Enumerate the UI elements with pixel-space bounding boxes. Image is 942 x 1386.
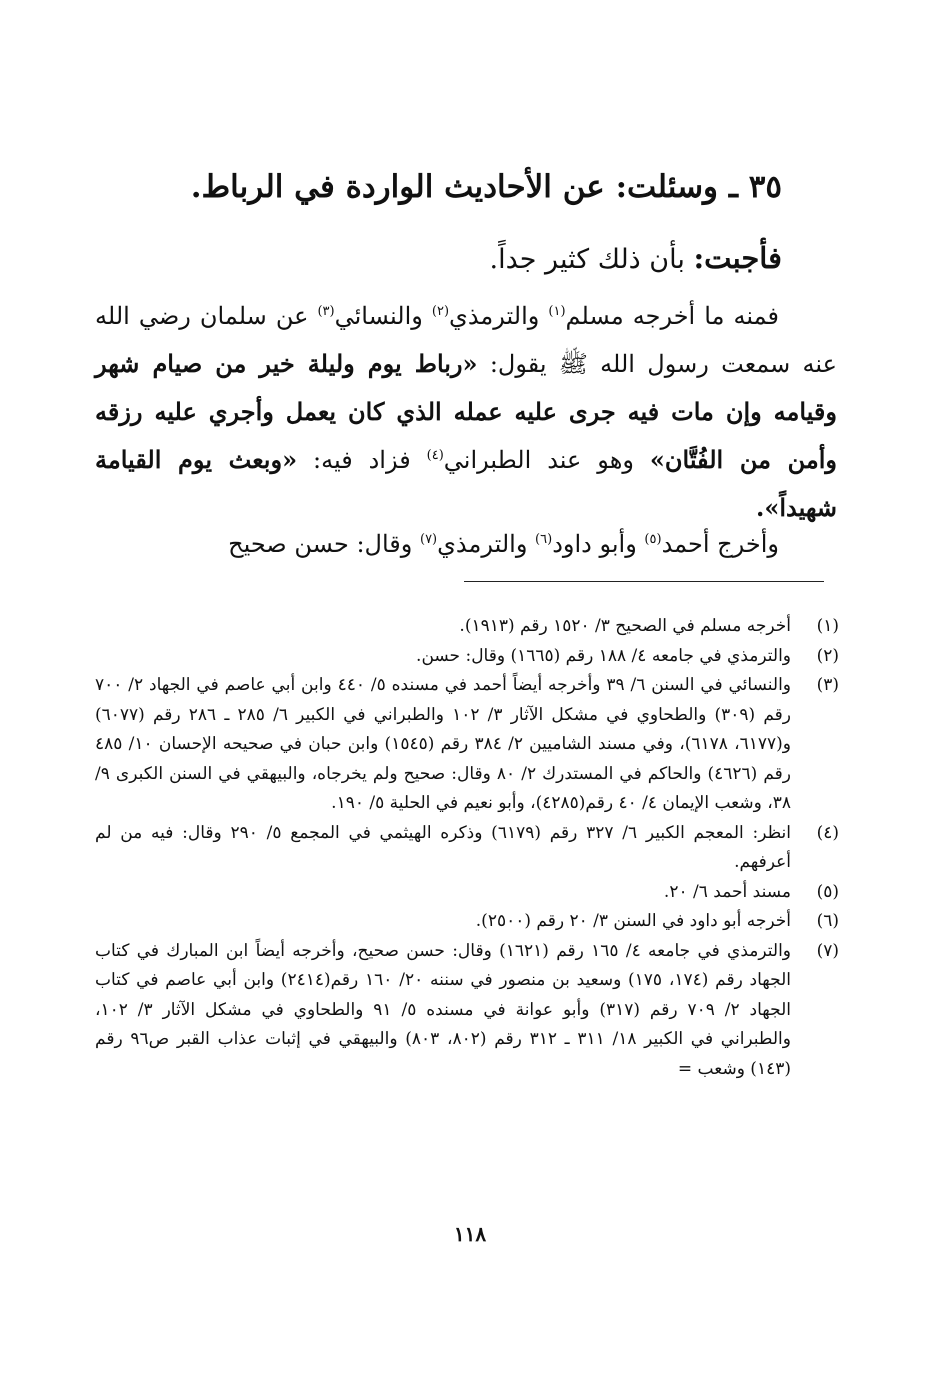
footnote-ref-6: (٦) — [535, 532, 553, 547]
footnote-text: أخرجه أبو داود في السنن ٣/ ٢٠ رقم (٢٥٠٠). — [475, 911, 791, 931]
footnote-ref-5: (٥) — [644, 532, 662, 547]
footnote-number: (١) — [816, 616, 839, 636]
question-heading: ٣٥ ـ وسئلت: عن الأحاديث الواردة في الرباط. — [190, 169, 782, 205]
answer-lead: فأجبت: — [693, 241, 782, 275]
footnote-ref-1: (١) — [548, 304, 566, 319]
second-paragraph — [95, 520, 837, 568]
p1-text-2: والترمذي — [449, 302, 549, 330]
footnote-number: (٧) — [816, 940, 839, 961]
footnote-text: مسند أحمد ٦/ ٢٠. — [663, 881, 791, 902]
footnote-ref-3: (٣) — [317, 304, 335, 319]
footnote-ref-2: (٢) — [431, 304, 450, 319]
footnote-number: (٣) — [816, 675, 839, 695]
p1-text-4: عن سلمان رضي الله عنه سمعت رسول الله ﷺ يقول: — [95, 302, 837, 378]
footnote-text: أخرجه مسلم في الصحيح ٣/ ١٥٢٠ رقم (١٩١٣). — [459, 616, 791, 636]
p1-text-6: فزاد فيه: — [297, 446, 427, 474]
hadith-addition: «وبعث يوم القيامة شهيداً» — [95, 445, 837, 522]
p2-text-4: وقال: حسن صحيح — [228, 530, 420, 558]
footnote-5 — [95, 878, 839, 908]
footnote-text: والترمذي في جامعه ٤/ ١٨٨ رقم (١٦٦٥) وقال: حسن. — [416, 645, 791, 666]
footnote-separator — [464, 581, 824, 582]
footnote-ref-7: (٧) — [419, 532, 438, 547]
footnote-6 — [95, 907, 839, 937]
footnote-text: والترمذي في جامعه ٤/ ١٦٥ رقم (١٦٢١) وقال: حسن صحيح، وأخرجه أيضاً ابن المبارك في كتاب الجهاد رقم (١٧٤، ١٧٥) وسعيد بن منصور في سننه ٢٠/ ١٦٠ رقم(٢٤١٤) وابن أبي عاصم في كتاب الجهاد ٢/ ٧٠٩ رقم (٣١٧) وأبو عوانة في مسنده ٥/ ٩١ والطحاوي في مشكل الآثار ٣/ ١٠٢، والطبراني في الكبير ١٨/ ٣١١ ـ ٣١٢ رقم (٨٠٢، ٨٠٣) والبيهقي في إثبات عذاب القبر ص٩٦ رقم (١٤٣) وشعب = — [95, 940, 792, 1079]
footnote-7 — [95, 937, 839, 1085]
footnote-text: انظر: المعجم الكبير ٦/ ٣٢٧ رقم (٦١٧٩) وذكره الهيثمي في المجمع ٥/ ٢٩٠ وقال: فيه من لم أعرفهم. — [95, 822, 791, 872]
footnotes — [95, 612, 839, 1084]
footnote-2 — [95, 642, 839, 672]
page-number: ١١٨ — [453, 1222, 487, 1246]
footnote-number: (٢) — [816, 645, 839, 666]
hadith-paragraph — [95, 292, 837, 532]
footnote-number: (٦) — [816, 911, 839, 931]
footnote-number: (٤) — [816, 822, 839, 843]
p2-text-2: وأبو داود — [552, 530, 645, 558]
hadith-quote: «رباط يوم وليلة خير من صيام شهر وقيامه وإن مات فيه جرى عليه عمله الذي كان يعمل وأجري عليه رزقه وأمن من الفُتَّان» — [95, 349, 838, 474]
footnote-number: (٥) — [816, 881, 839, 902]
p1-text-5: وهو عند الطبراني — [443, 446, 650, 474]
p1-end: . — [755, 493, 765, 522]
footnote-1 — [95, 612, 839, 642]
p1-text-1: فمنه ما أخرجه مسلم — [565, 302, 779, 330]
footnote-4 — [95, 819, 839, 878]
footnote-ref-4: (٤) — [426, 448, 444, 463]
answer-line — [200, 235, 782, 283]
p2-text-3: والترمذي — [437, 530, 536, 558]
footnote-text: والنسائي في السنن ٦/ ٣٩ وأخرجه أيضاً أحمد في مسنده ٥/ ٤٤٠ وابن أبي عاصم في الجهاد ٢/ ٧٠٠ رقم (٣٠٩) والطحاوي في مشكل الآثار ٣/ ١٠٢ والطبراني في الكبير ٦/ ٢٨٥ ـ ٢٨٦ رقم (٦٠٧٧) و(٦١٧٧، ٦١٧٨)، وفي مسند الشاميين ٢/ ٣٨٤ رقم (١٥٤٥) وابن حبان في صحيحه الإحسان ١٠/ ٤٨٥ رقم (٤٦٢٦) والحاكم في المستدرك ٢/ ٨٠ وقال: صحيح ولم يخرجاه، والبيهقي في السنن الكبرى ٩/ ٣٨، وشعب الإيمان ٤/ ٤٠ رقم(٤٢٨٥)، وأبو نعيم في الحلية ٥/ ١٩٠. — [95, 675, 792, 813]
answer-text: بأن ذلك كثير جداً. — [489, 244, 694, 275]
footnote-3 — [95, 671, 839, 819]
p1-text-3: والنسائي — [334, 302, 432, 330]
p2-text-1: وأخرج أحمد — [661, 530, 779, 558]
